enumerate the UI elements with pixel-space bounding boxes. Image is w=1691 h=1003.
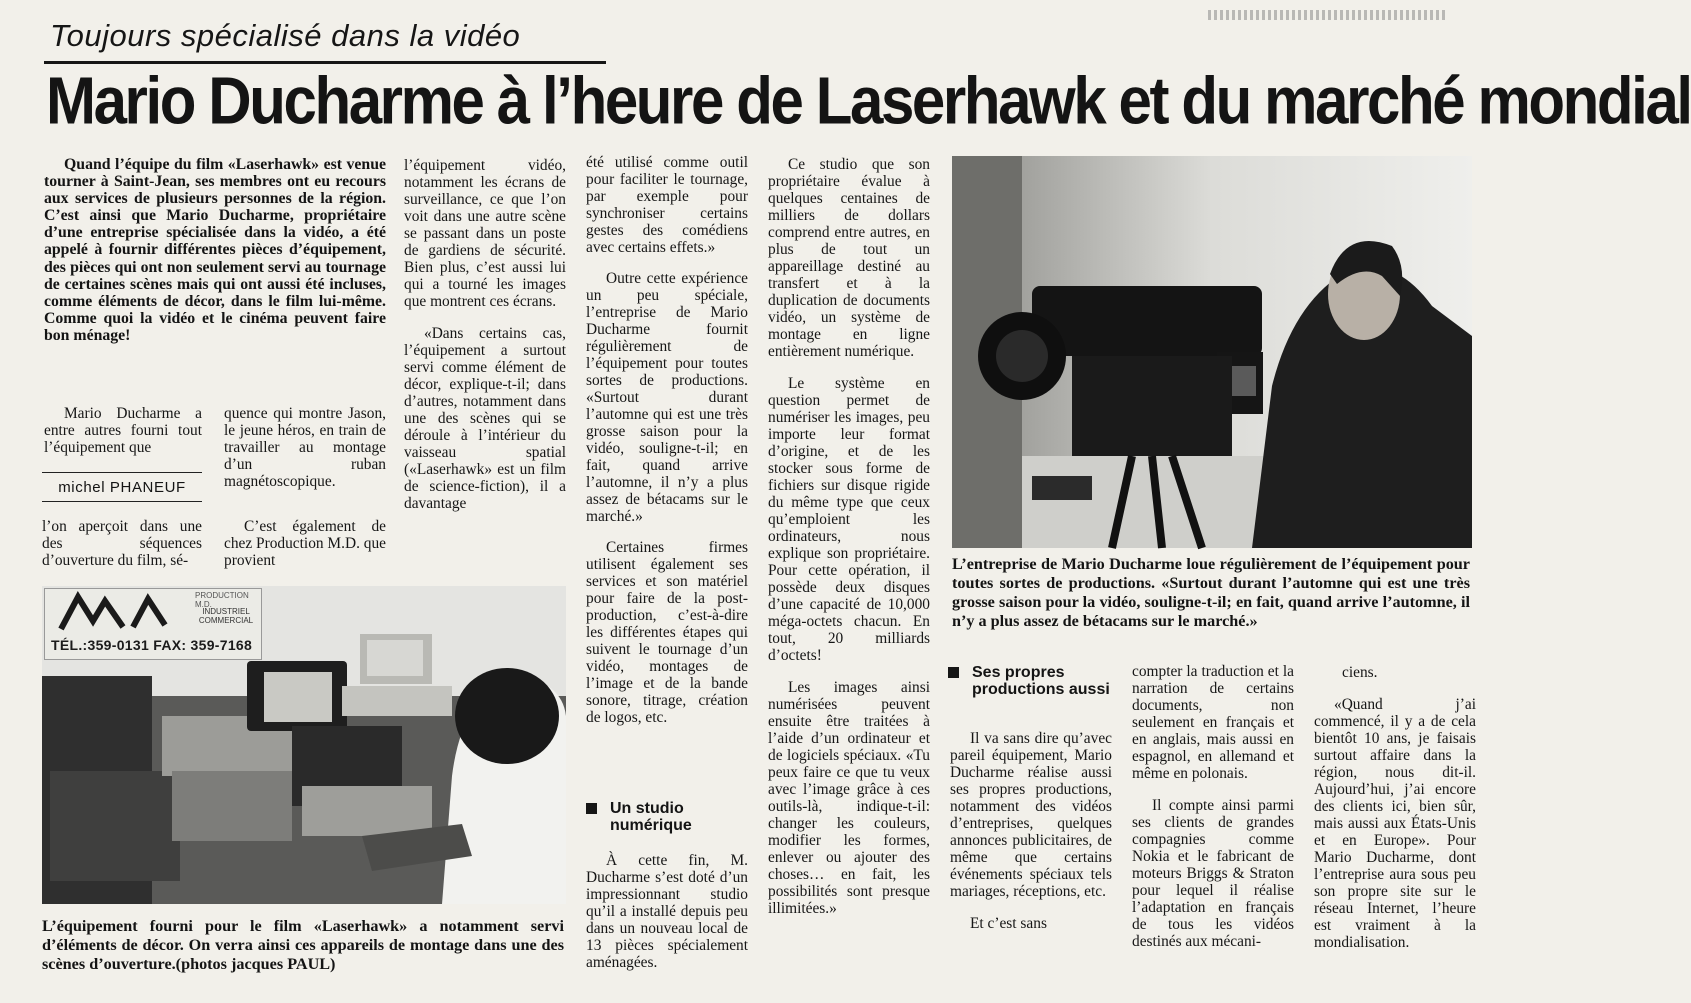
column-5: Il va sans dire qu’avec pareil équipement, Mario Ducharme réalise aussi ses propres productions, notamment des vidéos d’entreprises, quelques annonces publicitaires, de même que certains événements spéciaux tels mariages, réceptions, etc. Et c’est sans bbox=[950, 730, 1112, 932]
subhead-propres-productions: Ses propres productions aussi bbox=[948, 664, 1122, 698]
column-7: ciens. «Quand j’ai commencé, il y a de cela bientôt 10 ans, je faisais surtout affaire dans la région, nous dit-il. Aujourd’hui, j’ai encore des clients ici, bien sûr, mais aussi aux États-Unis et en Europe». Pour Mario Ducharme, dont l’entreprise aura sous peu son propre site sur le réseau Internet, l’heure est vraiment à la mondialisation. bbox=[1314, 664, 1476, 951]
clipping-edge-mark bbox=[1208, 10, 1446, 20]
column-3-end: À cette fin, M. Ducharme s’est doté d’un impressionnant studio qu’il a installé depuis peu dans un nouveau local de 13 pièces spécialement aménagées. bbox=[586, 852, 748, 971]
subhead-bullet bbox=[948, 667, 959, 678]
sign-logo-graphic bbox=[53, 591, 183, 631]
photo-camera-operator bbox=[952, 156, 1472, 548]
column-1a-bottom: l’on aperçoit dans une des séquences d’ouverture du film, sé- bbox=[42, 518, 202, 569]
article-deck: Toujours spécialisé dans la vidéo bbox=[50, 18, 521, 53]
column-1b-bottom: C’est également de chez Production M.D. que provient bbox=[224, 518, 386, 569]
column-4: Ce studio que son propriétaire évalue à quelques centaines de milliers de dollars comprend entre autres, en plus de tout un appareillage destiné au transfert et à la duplication de documents vidéo, un système de montage en ligne entièrement numérique. Le système en question permet de numériser les images, peu importe leur format d’origine, et de les stocker sous forme de fichiers sur disque rigide du même type que ceux qu’emploient les ordinateurs, nous explique son propriétaire. Pour cette opération, il possède deux disques d’une capacité de 10,000 méga-octets chacun. En tout, 20 milliards d’octets! Les images ainsi numérisées peuvent ensuite être traitées à l’aide d’un ordinateur et de logiciels spéciaux. «Tu peux faire ce que tu veux avec l’image grâce à ces outils-là, indique-t-il: changer les couleurs, modifier les formes, enlever ou ajouter des choses… en fait, les possibilités sont presque illimitées.» bbox=[768, 156, 930, 917]
column-1b-top: quence qui montre Jason, le jeune héros, en train de travailler au montage d’un ruban magnétoscopique. bbox=[224, 405, 386, 490]
sign-small-text: INDUSTRIEL COMMERCIAL bbox=[198, 607, 254, 625]
subhead-bullet bbox=[586, 803, 597, 814]
caption-right: L’entreprise de Mario Ducharme loue régulièrement de l’équipement pour toutes sortes de productions. «Surtout durant l’automne qui est une très grosse saison pour la vidéo, souligne-t-il; en fait, quand arrive l’automne, il n’y a plus assez de bétacams sur le marché.» bbox=[952, 555, 1470, 630]
caption-left: L’équipement fourni pour le film «Laserhawk» a notamment servi d’éléments de décor. On verra ainsi ces appareils de montage dans une des scènes d’ouverture.(photos jacques PAUL) bbox=[42, 917, 564, 973]
photo-camera-operator-image bbox=[952, 156, 1472, 548]
column-3: été utilisé comme outil pour faciliter le tournage, par exemple pour synchroniser certains gestes des comédiens avec certains effets.» Outre cette expérience un peu spéciale, l’entreprise de Mario Ducharme fournit régulièrement de l’équipement pour toutes sortes de productions. «Surtout durant l’automne qui est une très grosse saison pour la vidéo, souligne-t-il; en fait, quand arrive l’automne, il n’y a plus assez de bétacams sur le marché.» Certaines firmes utilisent également ses services et son matériel pour faire de la post-production, c’est-à-dire les différentes étapes qui suivent le tournage d’un vidéo, montages de l’image et de la bande sonore, titrage, création de logos, etc. bbox=[586, 154, 748, 726]
lead-paragraph: Quand l’équipe du film «Laserhawk» est venue tourner à Saint-Jean, ses membres ont eu recours aux services de plusieurs personnes de la région. C’est ainsi que Mario Ducharme, propriétaire d’une entreprise spécialisée dans la vidéo, a été appelé à fournir différentes pièces d’équipement, des pièces qui ont non seulement servi au tournage de certaines scènes mais qui ont aussi été incluses, comme éléments de décor, dans le film lui-même. Comme quoi la vidéo et le cinéma peuvent faire bon ménage! bbox=[44, 156, 386, 344]
byline: michel PHANEUF bbox=[42, 472, 202, 502]
column-2: l’équipement vidéo, notamment les écrans de surveillance, ce que l’on voit dans une autre scène se passant dans un poste de gardiens de sécurité. Bien plus, c’est aussi lui qui a tourné les images que montrent ces écrans. «Dans certains cas, l’équipement a surtout servi comme élément de décor, explique-t-il; dans d’autres, notamment dans une des scènes qui se déroule à l’intérieur du vaisseau spatial («Laserhawk» est un film de science-fiction), il a davantage bbox=[404, 157, 566, 512]
article-headline: Mario Ducharme à l’heure de Laserhawk et du marché mondial bbox=[46, 63, 1691, 139]
shop-sign bbox=[44, 588, 262, 660]
subhead-studio-numerique: Un studio numérique bbox=[586, 800, 760, 834]
column-6: compter la traduction et la narration de certains documents, non seulement en français et en anglais, mais aussi en espagnol, en allemand et même en polonais. Il compte ainsi parmi ses clients de grandes compagnies comme Nokia et le fabricant de moteurs Briggs & Straton pour lequel il réalise l’adaptation en français de tous les vidéos destinés aux mécani- bbox=[1132, 663, 1294, 950]
sign-top-text: PRODUCTION M.D. bbox=[195, 591, 249, 609]
sign-phone-fax: TÉL.:359-0131 FAX: 359-7168 bbox=[51, 637, 253, 653]
column-1a-top: Mario Ducharme a entre autres fourni tout l’équipement que bbox=[44, 405, 202, 456]
